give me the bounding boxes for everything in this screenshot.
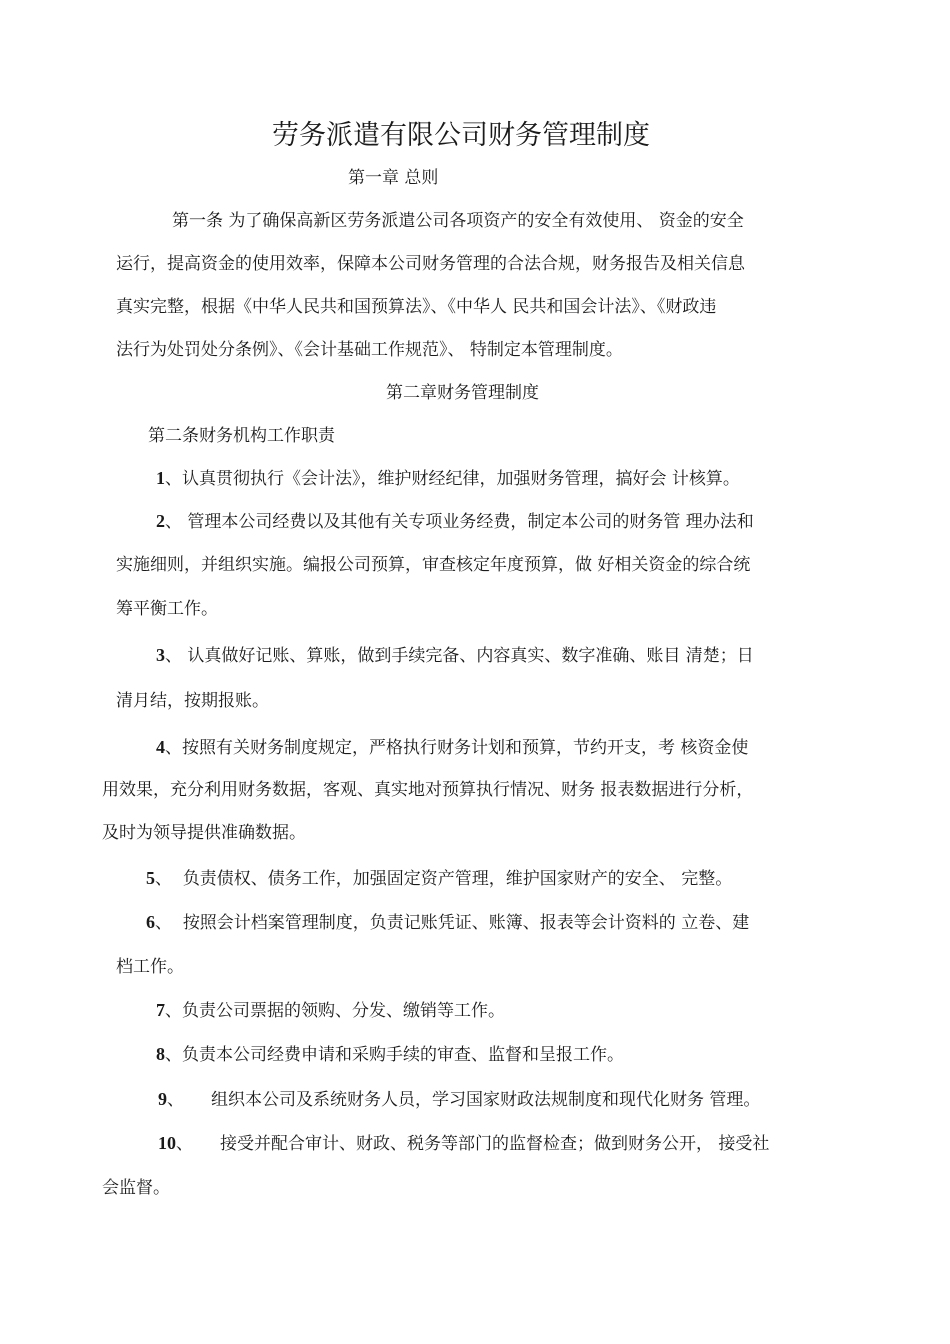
item-text: 按照会计档案管理制度，负责记账凭证、账簿、报表等会计资料的 立卷、建 xyxy=(182,913,750,933)
item-separator: 、 xyxy=(155,913,172,933)
list-item-4-line-2: 用效果，充分利用财务数据，客观、真实地对预算执行情况、财务 报表数据进行分析， xyxy=(102,780,754,800)
list-item-2-line-3: 筹平衡工作。 xyxy=(116,599,218,619)
article-1-line-2: 运行，提高资金的使用效率，保障本公司财务管理的合法合规，财务报告及相关信息 xyxy=(116,254,745,274)
item-separator: 、 xyxy=(167,1090,184,1110)
item-text: 接受并配合审计、财政、税务等部门的监督检查；做到财务公开， 接受社 xyxy=(220,1134,770,1154)
item-separator: 、 xyxy=(165,469,182,489)
list-item-6-line-2: 档工作。 xyxy=(116,957,184,977)
item-number: 6 xyxy=(146,912,155,932)
chapter-1-heading: 第一章 总则 xyxy=(348,168,439,188)
item-separator: 、 xyxy=(165,646,182,666)
list-item-2 xyxy=(156,509,754,534)
article-1-line-3: 真实完整，根据《中华人民共和国预算法》、《中华人 民共和国会计法》、《财政违 xyxy=(116,297,717,317)
item-number: 5 xyxy=(146,868,155,888)
list-item-7 xyxy=(156,998,505,1023)
item-text: 负责债权、债务工作，加强固定资产管理，维护国家财产的安全、 完整。 xyxy=(182,869,733,889)
item-text: 管理本公司经费以及其他有关专项业务经费，制定本公司的财务管 理办法和 xyxy=(187,512,754,532)
list-item-10-line-2: 会监督。 xyxy=(102,1178,170,1198)
item-number: 7 xyxy=(156,1000,165,1020)
item-text: 组织本公司及系统财务人员，学习国家财政法规制度和现代化财务 管理。 xyxy=(211,1090,761,1110)
item-number: 1 xyxy=(156,468,165,488)
item-text: 按照有关财务制度规定，严格执行财务计划和预算，节约开支，考 核资金使 xyxy=(182,738,749,758)
item-text: 认真做好记账、算账，做到手续完备、内容真实、数字准确、账目 清楚；日 xyxy=(187,646,754,666)
list-item-3-line-2: 清月结，按期报账。 xyxy=(116,691,269,711)
item-separator: 、 xyxy=(155,869,172,889)
article-2-heading: 第二条财务机构工作职责 xyxy=(148,426,335,446)
list-item-2-line-2: 实施细则，并组织实施。编报公司预算，审查核定年度预算，做 好相关资金的综合统 xyxy=(116,555,751,575)
article-1-line-1: 第一条 为了确保高新区劳务派遣公司各项资产的安全有效使用、 资金的安全 xyxy=(172,211,744,231)
list-item-4 xyxy=(156,735,748,760)
item-number: 10 xyxy=(158,1133,176,1153)
item-separator: 、 xyxy=(165,512,182,532)
list-item-4-line-3: 及时为领导提供准确数据。 xyxy=(102,823,306,843)
item-text: 负责公司票据的领购、分发、缴销等工作。 xyxy=(182,1001,505,1021)
item-number: 2 xyxy=(156,511,165,531)
item-separator: 、 xyxy=(165,1001,182,1021)
list-item-6 xyxy=(146,910,749,935)
item-separator: 、 xyxy=(165,1045,182,1065)
item-text: 认真贯彻执行《会计法》，维护财经纪律，加强财务管理，搞好会 计核算。 xyxy=(182,469,740,489)
item-number: 4 xyxy=(156,737,165,757)
item-number: 3 xyxy=(156,645,165,665)
chapter-2-heading: 第二章财务管理制度 xyxy=(386,383,539,403)
list-item-3 xyxy=(156,643,754,668)
item-number: 9 xyxy=(158,1089,167,1109)
list-item-5 xyxy=(146,866,732,891)
item-separator: 、 xyxy=(165,738,182,758)
list-item-9 xyxy=(158,1087,760,1112)
article-1-line-4: 法行为处罚处分条例》、《会计基础工作规范》、 特制定本管理制度。 xyxy=(116,340,623,360)
list-item-8 xyxy=(156,1042,624,1067)
item-number: 8 xyxy=(156,1044,165,1064)
item-separator: 、 xyxy=(176,1134,193,1154)
document-title: 劳务派遣有限公司财务管理制度 xyxy=(272,120,650,151)
item-text: 负责本公司经费申请和采购手续的审查、监督和呈报工作。 xyxy=(182,1045,624,1065)
list-item-10 xyxy=(158,1131,769,1156)
list-item-1 xyxy=(156,466,740,491)
